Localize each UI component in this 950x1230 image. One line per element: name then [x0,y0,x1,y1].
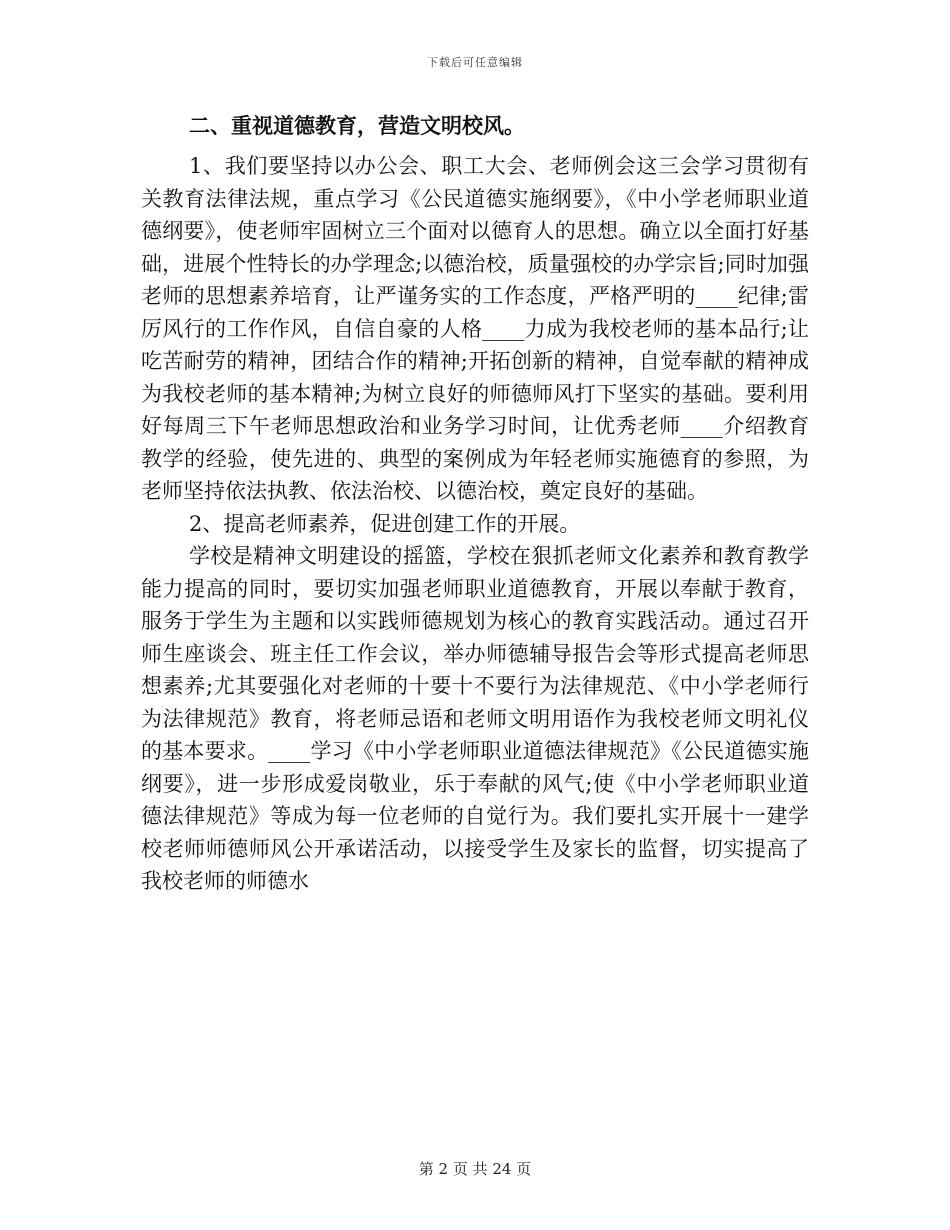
paragraph-3: 学校是精神文明建设的摇篮，学校在狠抓老师文化素养和教育教学能力提高的同时，要切实加强老师职业道德教育，开展以奉献于教育，服务于学生为主题和以实践师德规划为核心的教育实践活动。通过召开师生座谈会、班主任工作会议，举办师德辅导报告会等形式提高老师思想素养;尤其要强化对老师的十要十不要行为法律规范、《中小学老师行为法律规范》教育，将老师忌语和老师文明用语作为我校老师文明礼仪的基本要求。____学习《中小学老师职业道德法律规范》《公民道德实施纲要》，进一步形成爱岗敬业，乐于奉献的风气;使《中小学老师职业道德法律规范》等成为每一位老师的自觉行为。我们要扎实开展十一建学校老师师德师风公开承诺活动，以接受学生及家长的监督，切实提高了我校老师的师德水 [141,544,809,893]
page-header-note: 下载后可任意编辑 [427,56,523,69]
page-number: 第 2 页 共 24 页 [418,1160,532,1178]
section-heading: 二、重视道德教育，营造文明校风。 [189,113,525,138]
paragraph-2: 2、提高老师素养，促进创建工作的开展。 [189,511,581,536]
paragraph-1: 1、我们要坚持以办公会、职工大会、老师例会这三会学习贯彻有关教育法律法规，重点学习《公民道德实施纲要》，《中小学老师职业道德纲要》，使老师牢固树立三个面对以德育人的思想。确立以全面打好基础，进展个性特长的办学理念;以德治校，质量强校的办学宗旨;同时加强老师的思想素养培育，让严谨务实的工作态度，严格严明的____纪律;雷厉风行的工作作风，自信自豪的人格____力成为我校老师的基本品行;让吃苦耐劳的精神，团结合作的精神;开拓创新的精神，自觉奉献的精神成为我校老师的基本精神;为树立良好的师德师风打下坚实的基础。要利用好每周三下午老师思想政治和业务学习时间，让优秀老师____介绍教育教学的经验，使先进的、典型的案例成为年轻老师实施德育的参照，为老师坚持依法执教、依法治校、以德治校，奠定良好的基础。 [141,154,809,503]
document-body [141,110,809,898]
